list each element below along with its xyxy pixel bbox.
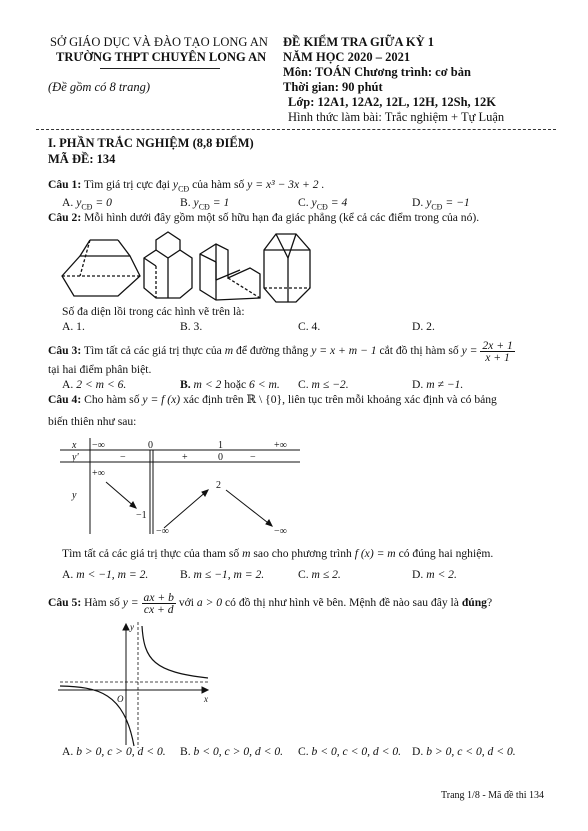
graph-origin-label: O bbox=[117, 694, 124, 704]
q4-text-cont: biến thiên như sau: bbox=[48, 415, 137, 428]
q5-choice-c[interactable]: C. b < 0, c < 0, d < 0. bbox=[298, 745, 402, 758]
vt-y-4: −∞ bbox=[274, 526, 287, 537]
q1-choice-d[interactable]: D. $y_{CĐ} = -1$ bbox=[412, 196, 470, 212]
question-2: Câu 2: Mỗi hình dưới đây gồm một số hữu hạn đa giác phẳng (kể cả các điểm trong của nó). bbox=[48, 211, 480, 224]
graph-y-label: y bbox=[130, 622, 134, 632]
school-year: NĂM HỌC 2020 – 2021 bbox=[283, 50, 411, 64]
question-1: Câu 1: Tìm giá trị cực đại $y_{CĐ}$ của hàm số y = x³ − 3x + 2 . bbox=[48, 178, 325, 194]
vt-yp-label: y' bbox=[72, 452, 79, 463]
vt-x-2: 1 bbox=[218, 440, 223, 451]
exam-code: MÃ ĐỀ: 134 bbox=[48, 152, 116, 166]
pages-note: (Đề gồm có 8 trang) bbox=[48, 80, 151, 94]
vt-y-1: −1 bbox=[136, 510, 147, 521]
section-title: I. PHẦN TRẮC NGHIỆM (8,8 ĐIỂM) bbox=[48, 136, 254, 150]
variation-table bbox=[60, 438, 310, 538]
prism-figure bbox=[264, 234, 310, 302]
classes: Lớp: 12A1, 12A2, 12L, 12H, 12Sh, 12K bbox=[288, 95, 496, 109]
dept-name: SỞ GIÁO DỤC VÀ ĐÀO TẠO LONG AN bbox=[50, 35, 268, 49]
header-divider bbox=[36, 129, 556, 130]
q3-choice-b[interactable]: B. m < 2 hoặc 6 < m. bbox=[180, 378, 280, 391]
hyperbola-graph bbox=[58, 620, 218, 750]
vt-y-label: y bbox=[72, 490, 77, 501]
q1-choice-a[interactable]: A. $y_{CĐ} = 0$ bbox=[62, 196, 112, 212]
q5-choice-d[interactable]: D. b > 0, c < 0, d < 0. bbox=[412, 745, 516, 758]
q1-choice-b[interactable]: B. $y_{CĐ} = 1$ bbox=[180, 196, 230, 212]
vt-sign-3: − bbox=[250, 452, 256, 463]
q4-choice-d[interactable]: D. m < 2. bbox=[412, 568, 457, 581]
vt-sign-1: + bbox=[182, 452, 188, 463]
exam-title: ĐỀ KIỂM TRA GIỮA KỲ 1 bbox=[283, 35, 435, 49]
subject: Môn: TOÁN Chương trình: cơ bản bbox=[283, 65, 471, 79]
q4-choice-a[interactable]: A. m < −1, m = 2. bbox=[62, 568, 149, 581]
q3-text-cont: tại hai điểm phân biệt. bbox=[48, 363, 152, 376]
q2-choice-a[interactable]: A. 1. bbox=[62, 320, 85, 333]
vt-x-0: −∞ bbox=[92, 440, 105, 451]
q4-choice-c[interactable]: C. m ≤ 2. bbox=[298, 568, 341, 581]
q4-subquestion: Tìm tất cả các giá trị thực của tham số m sao cho phương trình f (x) = m có đúng hai nghiệm. bbox=[62, 547, 494, 560]
vt-x-1: 0 bbox=[148, 440, 153, 451]
exam-time: Thời gian: 90 phút bbox=[283, 80, 383, 94]
page-footer: Trang 1/8 - Mã đề thi 134 bbox=[441, 790, 544, 801]
school-underline bbox=[100, 68, 220, 69]
q1-label: Câu 1: bbox=[48, 178, 82, 191]
question-4: Câu 4: Cho hàm số y = f (x) xác định trên ℝ \ {0}, liên tục trên mỗi khoảng xác định và có bảng bbox=[48, 393, 497, 406]
question-5: Câu 5: Hàm số y = $\frac{ax + b}{cx + d}$ với a > 0 có đồ thị như hình vẽ bên. Mệnh đề nào sau đây là đúng? bbox=[48, 591, 493, 616]
q3-choice-d[interactable]: D. m ≠ −1. bbox=[412, 378, 464, 391]
q2-subquestion: Số đa diện lồi trong các hình vẽ trên là: bbox=[62, 305, 245, 318]
graph-x-label: x bbox=[204, 694, 208, 704]
q5-choice-b[interactable]: B. b < 0, c > 0, d < 0. bbox=[180, 745, 284, 758]
q3-choice-c[interactable]: C. m ≤ −2. bbox=[298, 378, 349, 391]
vt-y-3: 2 bbox=[216, 480, 221, 491]
vt-sign-0: − bbox=[120, 452, 126, 463]
exam-format: Hình thức làm bài: Trắc nghiệm + Tự Luận bbox=[288, 110, 505, 124]
l-shape-figure bbox=[200, 244, 260, 300]
q2-choice-d[interactable]: D. 2. bbox=[412, 320, 435, 333]
vt-x-label: x bbox=[72, 440, 77, 451]
q3-choice-a[interactable]: A. 2 < m < 6. bbox=[62, 378, 127, 391]
q2-choice-b[interactable]: B. 3. bbox=[180, 320, 203, 333]
vt-x-3: +∞ bbox=[274, 440, 287, 451]
vt-y-2: −∞ bbox=[156, 526, 169, 537]
question-3: Câu 3: Tìm tất cả các giá trị thực của m để đường thẳng y = x + m − 1 cắt đồ thị hàm số y = $\frac{2x + 1}{x + 1}$ bbox=[48, 339, 513, 364]
q4-choice-b[interactable]: B. m ≤ −1, m = 2. bbox=[180, 568, 265, 581]
vt-y-0: +∞ bbox=[92, 468, 105, 479]
q1-choice-c[interactable]: C. $y_{CĐ} = 4$ bbox=[298, 196, 348, 212]
q2-choice-c[interactable]: C. 4. bbox=[298, 320, 321, 333]
school-name: TRƯỜNG THPT CHUYÊN LONG AN bbox=[56, 50, 267, 64]
polyhedra-figures bbox=[60, 228, 340, 308]
frustum-figure bbox=[62, 240, 140, 296]
vt-sign-2: 0 bbox=[218, 452, 223, 463]
q5-choice-a[interactable]: A. b > 0, c > 0, d < 0. bbox=[62, 745, 166, 758]
notched-block-figure bbox=[144, 232, 192, 298]
